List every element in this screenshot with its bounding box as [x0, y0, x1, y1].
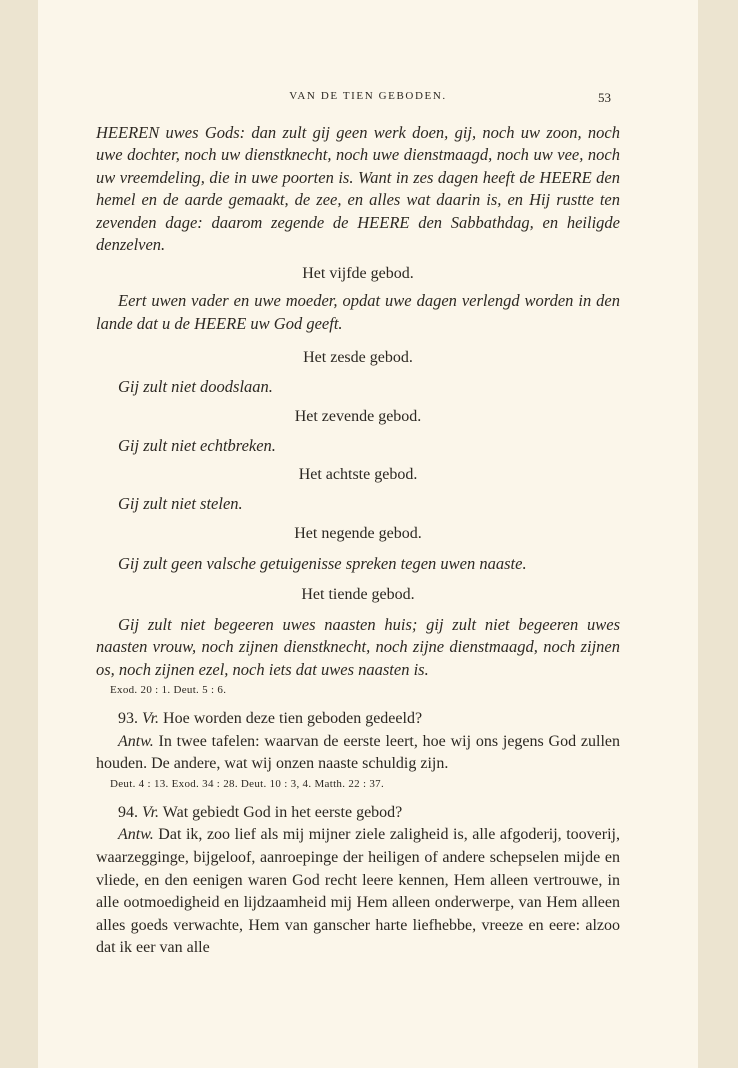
question-text: Wat gebiedt God in het eerste gebod?	[162, 803, 403, 821]
commandment-text: Gij zult geen valsche getuigenisse spreken tegen uwen naaste.	[118, 554, 527, 574]
sabbath-continuation: HEEREN uwes Gods: dan zult gij geen werk doen, gij, noch uw zoon, noch uwe dochter, noch uw dienstknecht, noch uwe dienstmaagd, noch uw vee, noch uw vreemdeling, die in uwe poorten is. Want in zes dagen heeft de HEERE den hemel en de aarde gemaakt, de zee, en alles wat daarin is, en Hij rustte ten zevenden dage: daarom zegende de HEERE den Sabbathdag, en heiligde denzelven.	[96, 123, 620, 255]
answer-label: Antw.	[118, 732, 154, 750]
page-number: 53	[598, 90, 611, 105]
page-text	[96, 122, 620, 960]
commandment-title: Het negende gebod.	[294, 525, 422, 543]
scripture-reference: Deut. 4 : 13. Exod. 34 : 28. Deut. 10 : 3, 4. Matth. 22 : 37.	[110, 777, 385, 790]
question-number: 94.	[118, 803, 138, 821]
answer-text: In twee tafelen: waarvan de eerste leert, hoe wij ons jegens God zullen houden. De andere, wat wij onzen naaste schuldig zijn.	[96, 732, 621, 773]
book-page	[38, 0, 698, 1068]
answer-text: Dat ik, zoo lief als mij mijner ziele zaligheid is, alle afgoderij, tooverij, waarzegginge, bijgeloof, aanroepinge der heiligen of andere schepselen mijde en vliede, en den eenigen waren God recht leere kennen, Hem alleen vertrouwe, in alle ootmoedigheid en lijdzaamheid mij Hem alleen onderwerpe, van Hem alleen alles goeds verwachte, Hem van ganscher harte liefhebbe, vreeze en eere: alzoo dat ik eer van alle	[96, 826, 621, 957]
running-title: VAN DE TIEN GEBODEN.	[289, 90, 447, 102]
commandment-title: Het vijfde gebod.	[302, 265, 414, 283]
answer-93	[96, 731, 620, 776]
answer-label: Antw.	[118, 826, 154, 844]
commandment-title: Het zevende gebod.	[294, 407, 422, 425]
commandment-text: Eert uwen vader en uwe moeder, opdat uwe dagen verlengd worden in den lande dat u de HEERE uw God geeft.	[96, 291, 620, 333]
question-94	[96, 802, 620, 825]
question-number: 93.	[118, 710, 138, 728]
scripture-reference: Exod. 20 : 1. Deut. 5 : 6.	[110, 684, 227, 697]
question-text: Hoe worden deze tien geboden gedeeld?	[163, 710, 423, 728]
answer-94	[96, 824, 620, 960]
question-label: Vr.	[142, 803, 160, 821]
commandment-title: Het tiende gebod.	[301, 585, 415, 603]
commandment-text: Gij zult niet begeeren uwes naasten huis; gij zult niet begeeren uwes naasten vrouw, noch zijnen dienstknecht, noch zijne dienstmaagd, noch zijnen os, noch zijnen ezel, noch iets dat uwes naasten is.	[96, 614, 620, 679]
commandment-text: Gij zult niet doodslaan.	[118, 377, 273, 397]
commandment-title: Het zesde gebod.	[303, 349, 413, 367]
question-93	[96, 708, 620, 731]
question-label: Vr.	[142, 710, 160, 728]
page-header	[38, 90, 698, 110]
commandment-title: Het achtste gebod.	[298, 466, 418, 484]
commandment-text: Gij zult niet stelen.	[118, 494, 243, 514]
commandment-text: Gij zult niet echtbreken.	[118, 435, 276, 455]
